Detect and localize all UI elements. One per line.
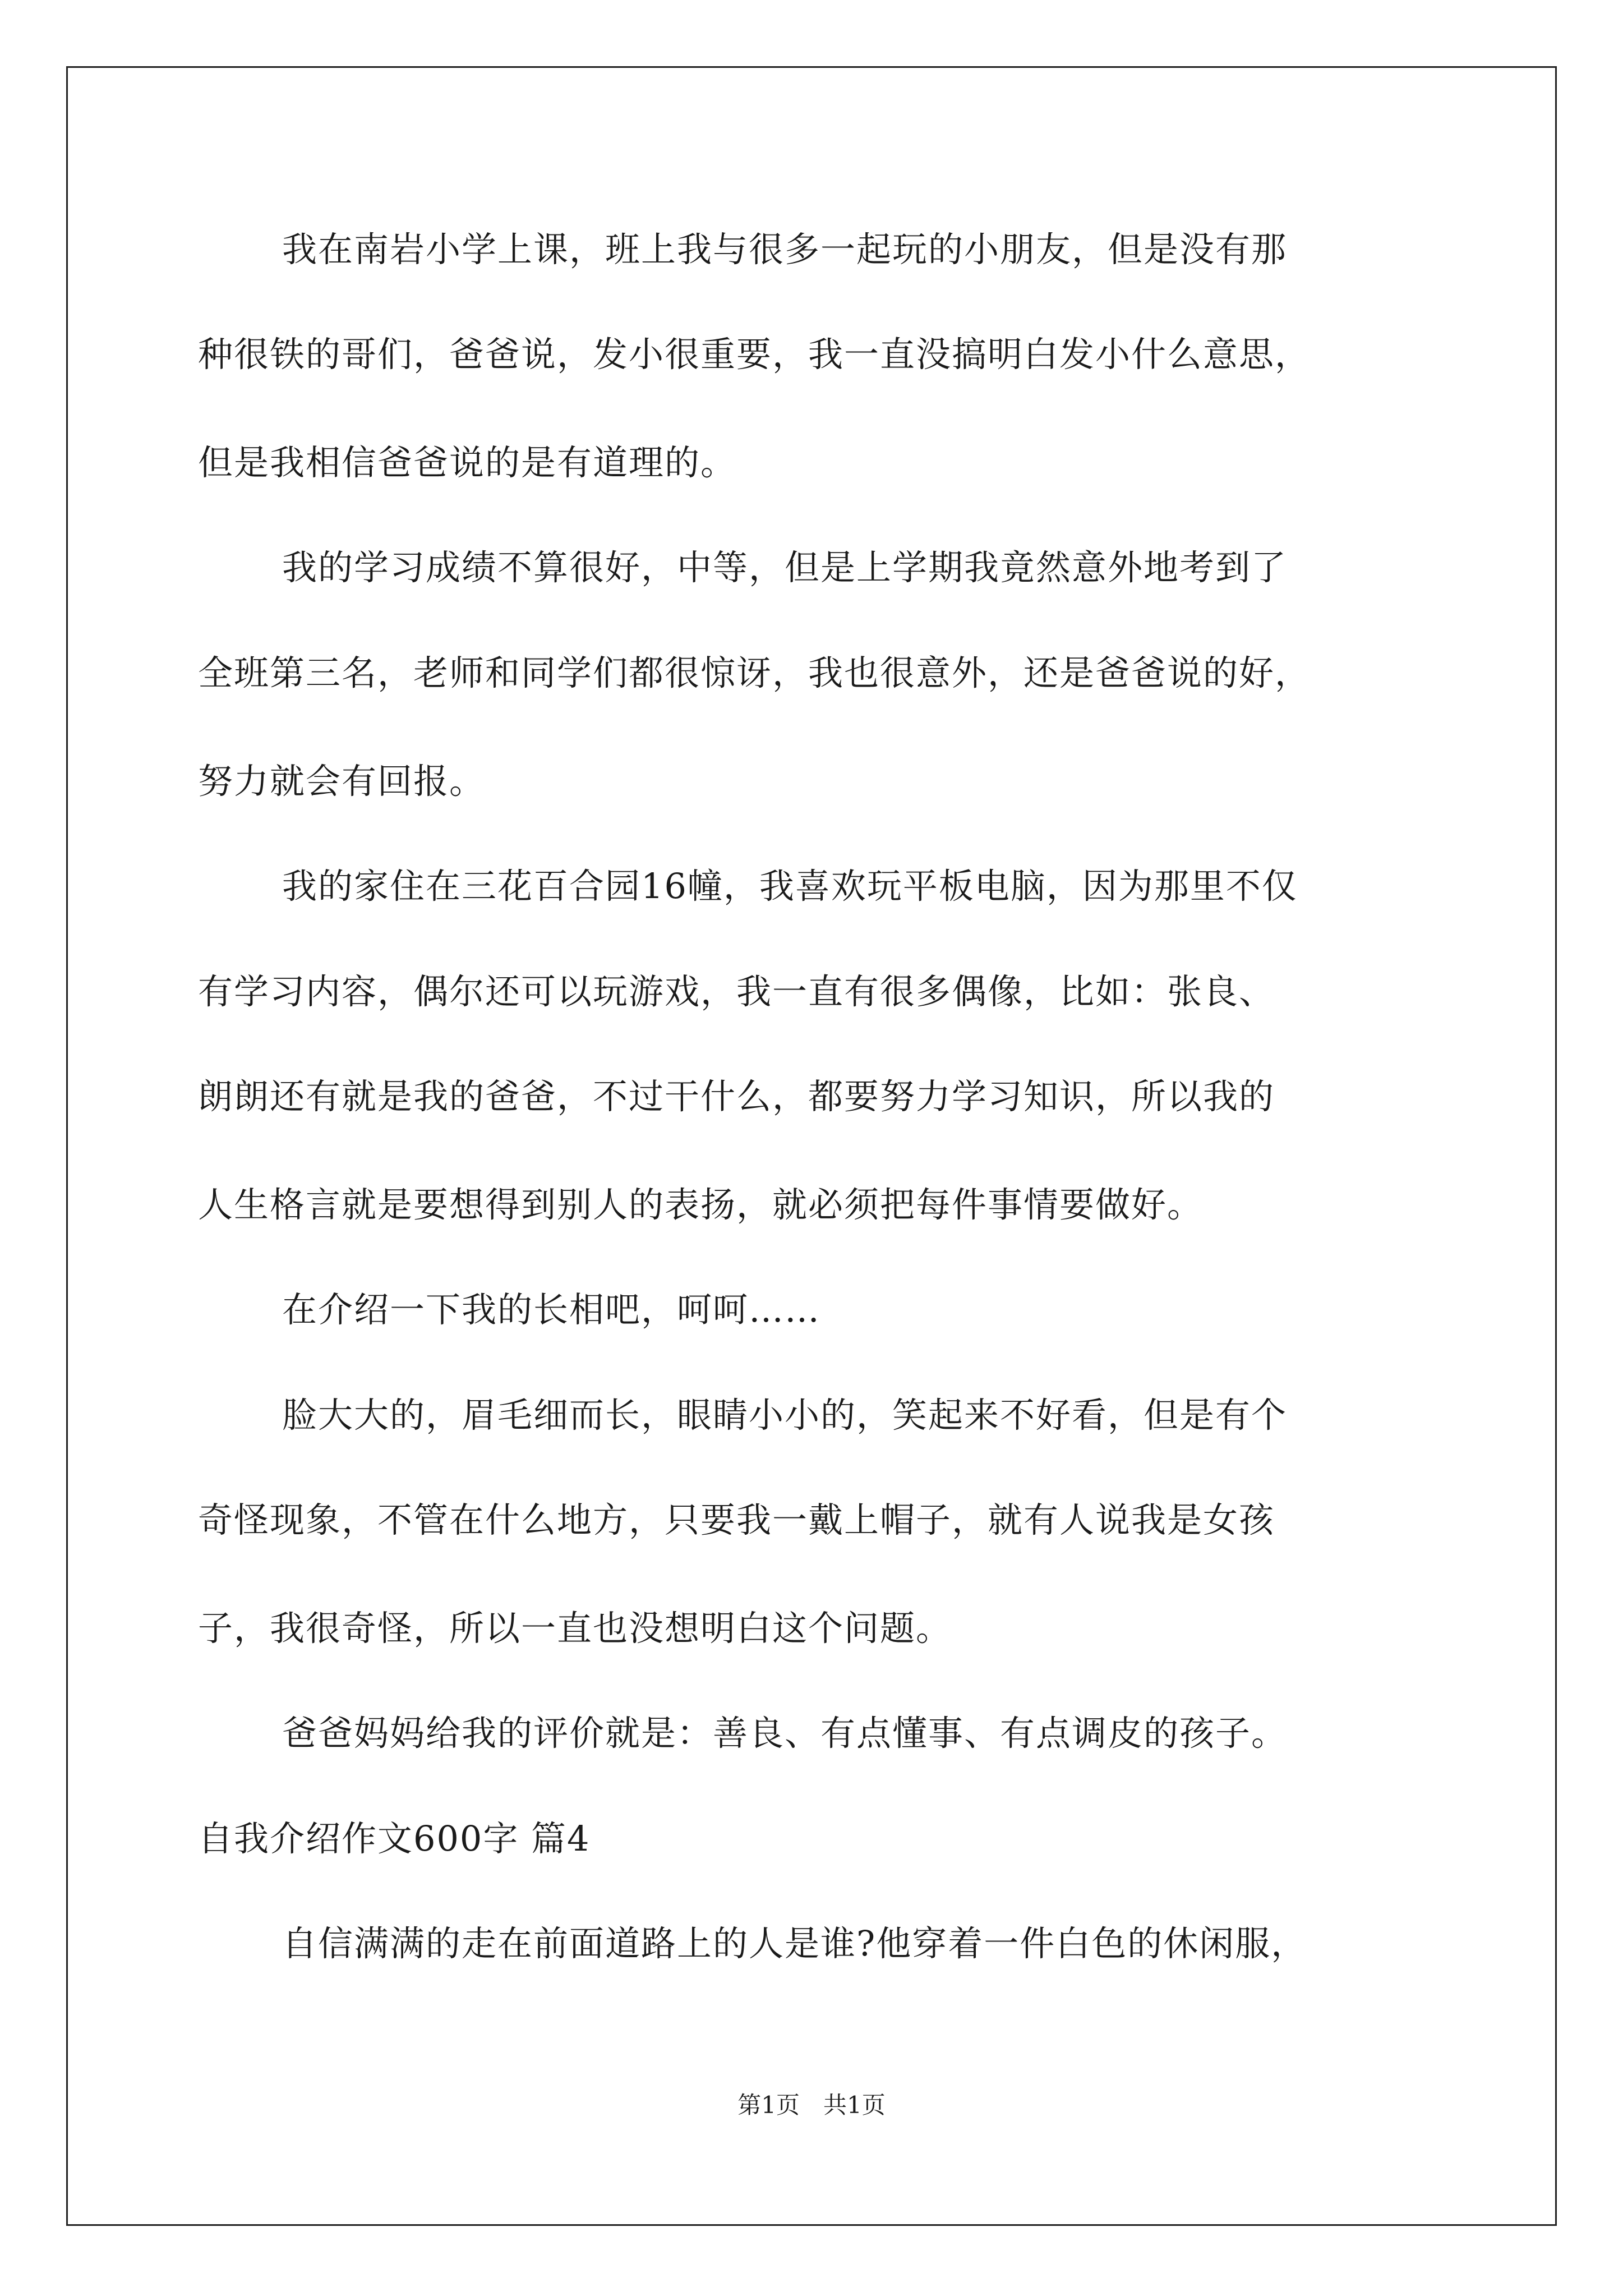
paragraph-3-line-4: 人生格言就是要想得到别人的表扬，就必须把每件事情要做好。 [198,1184,1204,1225]
paragraph-3-line-1: 我的家住在三花百合园16幢，我喜欢玩平板电脑，因为那里不仅 [282,866,1298,907]
paragraph-1-line-3: 但是我相信爸爸说的是有道理的。 [198,442,737,483]
paragraph-5-line-1: 脸大大的，眉毛细而长，眼睛小小的，笑起来不好看，但是有个 [282,1395,1288,1435]
paragraph-1-line-2: 种很铁的哥们，爸爸说，发小很重要，我一直没搞明白发小什么意思， [198,334,1311,375]
section-heading: 自我介绍作文600字 篇4 [198,1818,591,1859]
paragraph-4-line-1: 在介绍一下我的长相吧，呵呵…… [282,1289,821,1330]
paragraph-2-line-1: 我的学习成绩不算很好，中等，但是上学期我竟然意外地考到了 [282,547,1288,588]
page-border [66,66,1557,2226]
page-footer: 第1页 共1页 [737,2091,886,2119]
paragraph-3-line-2: 有学习内容，偶尔还可以玩游戏，我一直有很多偶像，比如：张良、 [198,971,1275,1012]
paragraph-6-line-1: 爸爸妈妈给我的评价就是：善良、有点懂事、有点调皮的孩子。 [282,1713,1288,1754]
paragraph-5-line-2: 奇怪现象，不管在什么地方，只要我一戴上帽子，就有人说我是女孩 [198,1499,1275,1540]
paragraph-5-line-3: 子，我很奇怪，所以一直也没想明白这个问题。 [198,1608,952,1649]
paragraph-3-line-3: 朗朗还有就是我的爸爸，不过干什么，都要努力学习知识，所以我的 [198,1076,1275,1117]
paragraph-7-line-1: 自信满满的走在前面道路上的人是谁?他穿着一件白色的休闲服， [282,1923,1307,1964]
paragraph-2-line-2: 全班第三名，老师和同学们都很惊讶，我也很意外，还是爸爸说的好， [198,652,1311,693]
paragraph-1-line-1: 我在南岩小学上课，班上我与很多一起玩的小朋友，但是没有那 [282,229,1288,270]
paragraph-2-line-3: 努力就会有回报。 [198,761,486,802]
